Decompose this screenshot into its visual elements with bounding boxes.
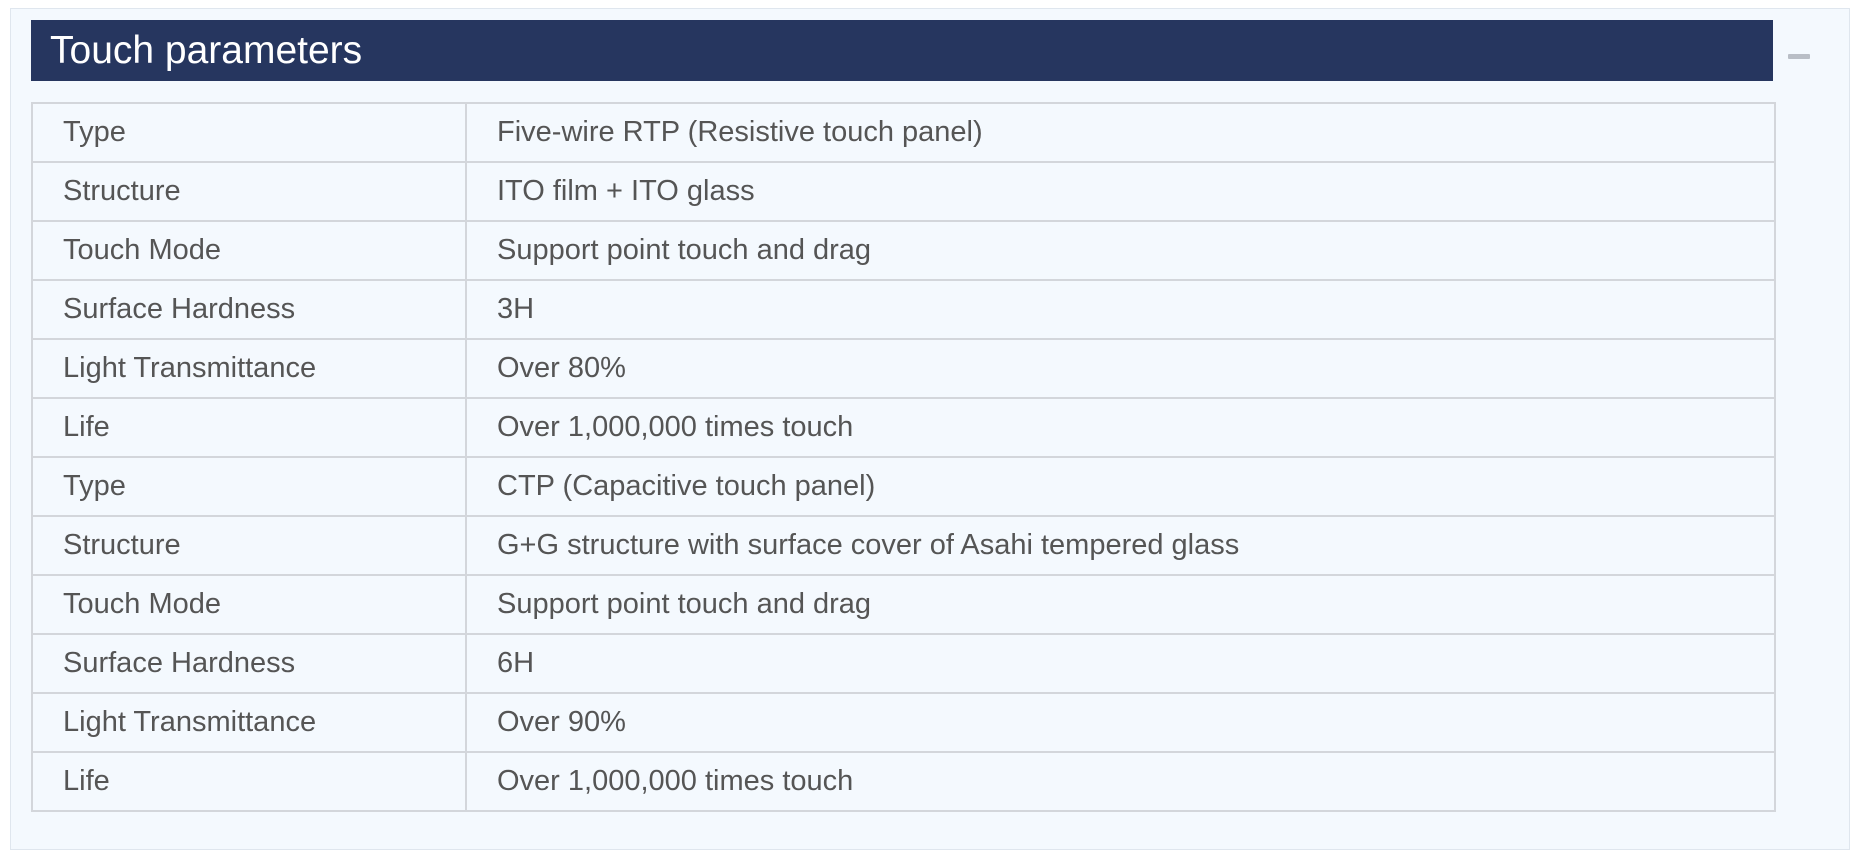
param-value: Over 90% (466, 693, 1775, 752)
table-row (32, 516, 1775, 575)
table-row (32, 103, 1775, 162)
touch-parameters-table (31, 102, 1776, 812)
panel-title: Touch parameters (50, 29, 363, 72)
table-row (32, 693, 1775, 752)
table-row (32, 457, 1775, 516)
param-value: 3H (466, 280, 1775, 339)
param-value: Over 1,000,000 times touch (466, 398, 1775, 457)
param-value: CTP (Capacitive touch panel) (466, 457, 1775, 516)
param-name: Type (32, 103, 466, 162)
table-row (32, 162, 1775, 221)
param-name: Life (32, 398, 466, 457)
param-value: Support point touch and drag (466, 221, 1775, 280)
table-row (32, 280, 1775, 339)
param-value: 6H (466, 634, 1775, 693)
param-value: G+G structure with surface cover of Asahi tempered glass (466, 516, 1775, 575)
param-value: Support point touch and drag (466, 575, 1775, 634)
param-name: Type (32, 457, 466, 516)
param-name: Light Transmittance (32, 339, 466, 398)
panel-header[interactable] (31, 20, 1773, 81)
param-name: Surface Hardness (32, 280, 466, 339)
param-value: Five-wire RTP (Resistive touch panel) (466, 103, 1775, 162)
table-row (32, 221, 1775, 280)
param-name: Structure (32, 516, 466, 575)
param-value: Over 1,000,000 times touch (466, 752, 1775, 811)
param-name: Touch Mode (32, 575, 466, 634)
table-row (32, 339, 1775, 398)
table-row (32, 634, 1775, 693)
param-name: Structure (32, 162, 466, 221)
minus-icon (1788, 54, 1810, 59)
collapse-button[interactable] (1788, 46, 1814, 66)
param-name: Light Transmittance (32, 693, 466, 752)
param-name: Touch Mode (32, 221, 466, 280)
table-row (32, 752, 1775, 811)
param-value: Over 80% (466, 339, 1775, 398)
param-name: Life (32, 752, 466, 811)
param-name: Surface Hardness (32, 634, 466, 693)
param-value: ITO film + ITO glass (466, 162, 1775, 221)
table-row (32, 398, 1775, 457)
table-row (32, 575, 1775, 634)
